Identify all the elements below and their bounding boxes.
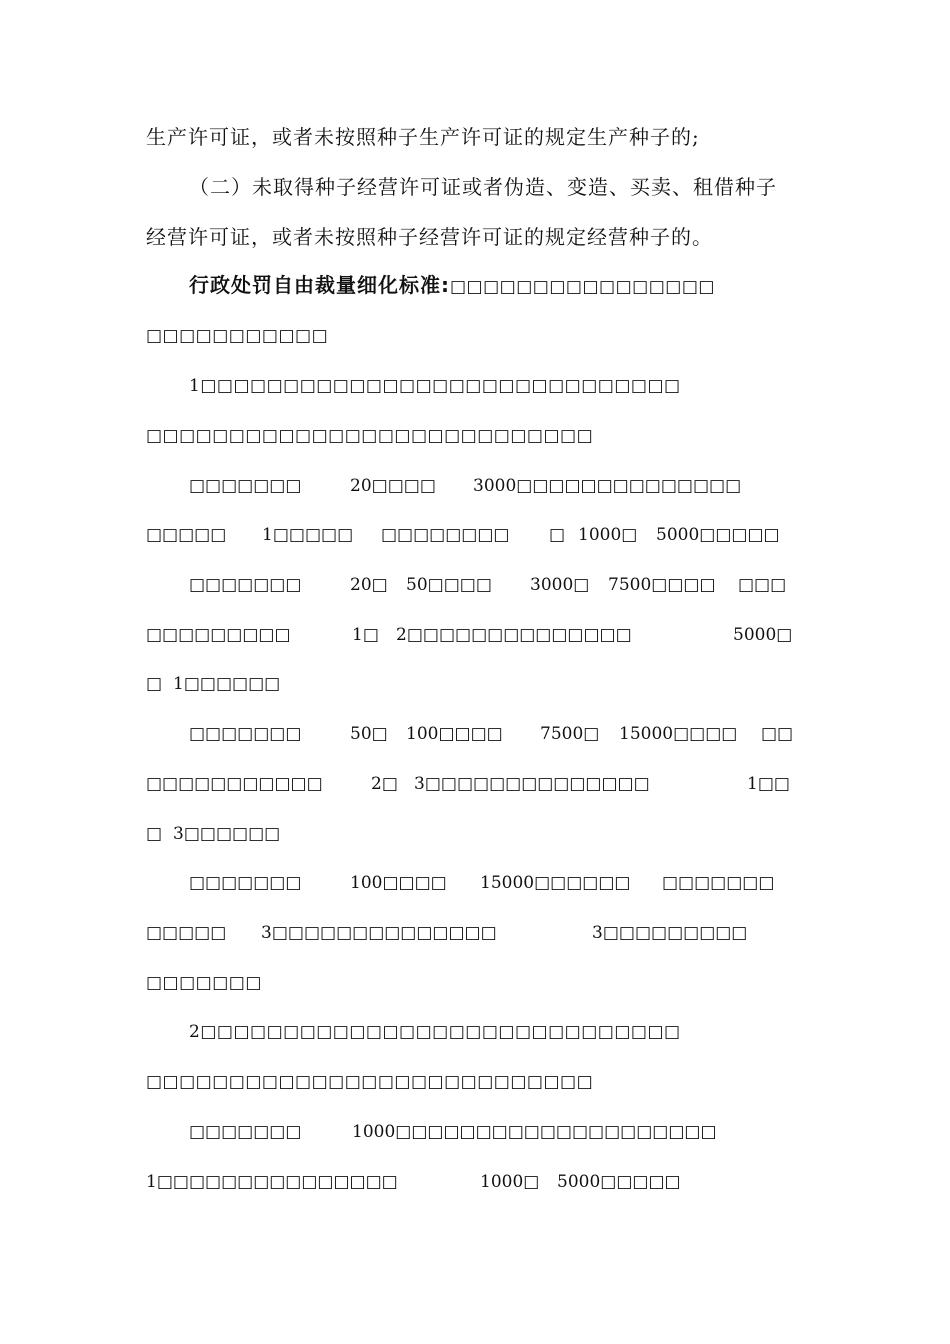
cell: □□□□□□□□□ [146,625,291,645]
paragraph-line: 生产许可证，或者未按照种子生产许可证的规定生产种子的; [146,125,700,149]
paragraph-line: 2□□□□□□□□□□□□□□□□□□□□□□□□□□□□□ [189,1022,681,1042]
paragraph-line: （二）未取得种子经营许可证或者伪造、变造、买卖、租借种子 [189,175,777,199]
cell: 50□ [350,724,388,744]
cell: 1□ [352,625,379,645]
cell: 20□ [350,575,388,595]
cell: 1□□ [747,774,790,794]
cell: □□□□□□□ [189,873,302,893]
cell: 5000□□□□□ [557,1172,681,1192]
cell: □□□□□□□□ [381,525,510,545]
cell: 2□□□□□□□□□□□□□□ [396,625,632,645]
cell: □ [146,824,163,844]
cell: □□□ [738,575,787,595]
cell: 1□□□□□ [262,525,354,545]
cell: □□□□□□□ [189,1122,302,1142]
cell: □□□□□□□ [189,476,302,496]
cell: □ [549,525,566,545]
cell: 1□□□□□□□□□□□□□□□ [146,1172,398,1192]
cell: 3000□□□□□□□□□□□□□□ [473,476,742,496]
cell: 2□ [371,774,398,794]
paragraph-line: □□□□□□□ [146,973,262,993]
paragraph-line: □□□□□□□□□□□□□□□□□□□□□□□□□□□ [146,426,594,446]
cell: 100□□□□ [406,724,503,744]
cell: □□ [761,724,794,744]
standard-heading [189,273,715,299]
heading-rest-text: □□□□□□□□□□□□□□□□ [450,277,715,297]
cell: 15000□□□□□□ [480,873,631,893]
cell: 3□□□□□□□□□□□□□□ [414,774,650,794]
cell: 1□□□□□□ [173,674,281,694]
cell: 7500□□□□ [608,575,716,595]
cell: □□□□□□□ [189,575,302,595]
cell: □□□□□ [146,923,227,943]
cell: 7500□ [540,724,600,744]
cell: 1000□ [480,1172,540,1192]
cell: 15000□□□□ [619,724,738,744]
cell: 100□□□□ [350,873,447,893]
cell: □□□□□ [146,525,227,545]
cell: □□□□□□□ [189,724,302,744]
cell: 1000□ [578,525,638,545]
paragraph-line: 经营许可证，或者未按照种子经营许可证的规定经营种子的。 [146,225,713,249]
cell: 3□□□□□□□□□□□□□□ [261,923,497,943]
cell: 3000□ [530,575,590,595]
cell: 5000□ [733,625,793,645]
cell: □□□□□□□ [662,873,775,893]
paragraph-line: □□□□□□□□□□□ [146,326,329,346]
cell: 5000□□□□□ [656,525,780,545]
cell: 20□□□□ [350,476,436,496]
cell: □ [146,674,163,694]
cell: □□□□□□□□□□□ [146,774,323,794]
cell: 50□□□□ [406,575,492,595]
paragraph-line: □□□□□□□□□□□□□□□□□□□□□□□□□□□ [146,1072,594,1092]
heading-bold-text: 行政处罚自由裁量细化标准: [189,273,450,297]
paragraph-line: 1□□□□□□□□□□□□□□□□□□□□□□□□□□□□□ [189,376,681,396]
cell: 3□□□□□□□□□ [592,923,748,943]
cell: 1000□□□□□□□□□□□□□□□□□□□□ [352,1122,717,1142]
cell: 3□□□□□□ [173,824,281,844]
